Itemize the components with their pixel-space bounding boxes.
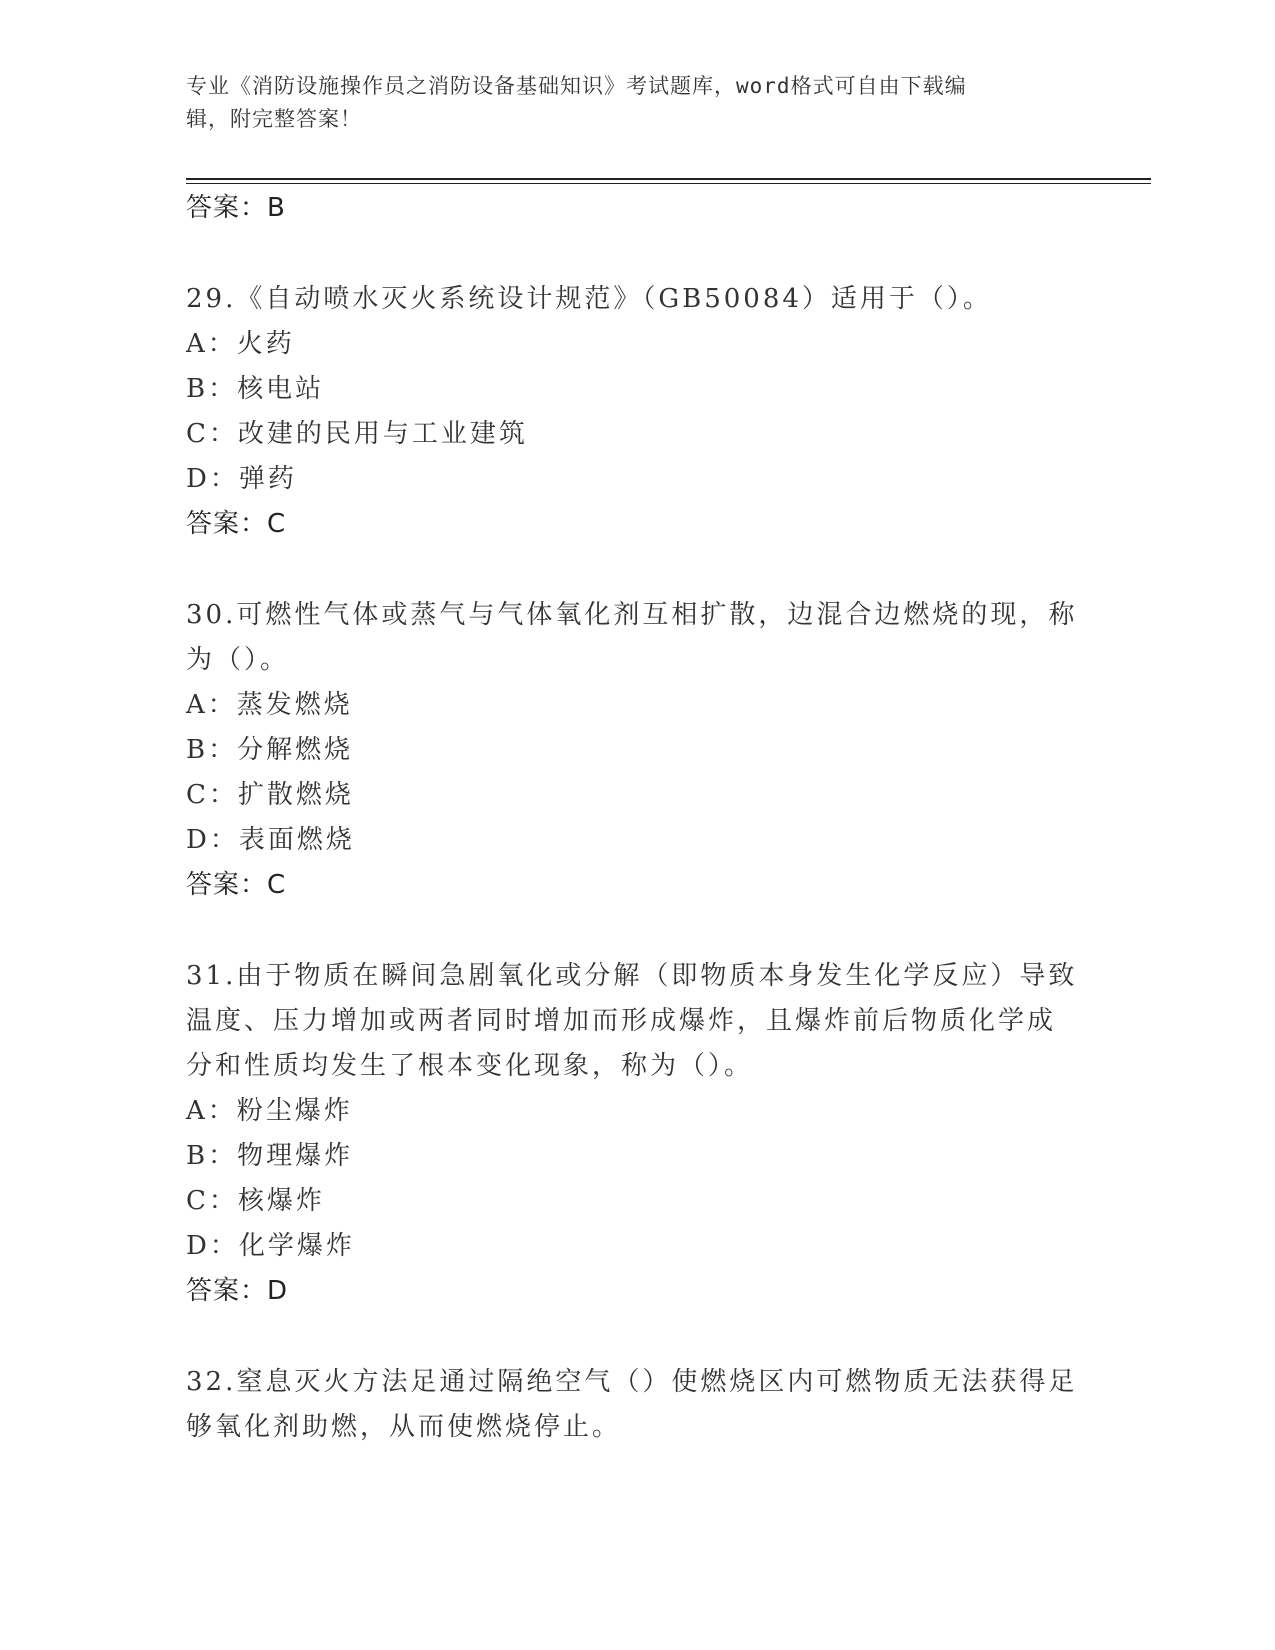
answer-line: 答案：B [186, 193, 286, 223]
question-29 [186, 277, 1066, 547]
spacer [186, 547, 1066, 593]
header-rule-thick [186, 178, 1151, 180]
option-c: C：核爆炸 [186, 1186, 325, 1216]
question-text: 为（）。 [186, 645, 290, 675]
spacer [186, 908, 1066, 954]
answer-line: 答案：D [186, 1276, 289, 1306]
option-c: C：改建的民用与工业建筑 [186, 419, 528, 449]
question-text: 31.由于物质在瞬间急剧氧化或分解（即物质本身发生化学反应）导致 [186, 961, 1078, 991]
document-header [186, 70, 1066, 136]
question-32 [186, 1360, 1078, 1450]
question-30 [186, 593, 1078, 908]
option-d: D：表面燃烧 [186, 825, 355, 855]
option-c: C：扩散燃烧 [186, 780, 354, 810]
option-a: A：火药 [186, 329, 295, 359]
header-rule-thin [186, 183, 1151, 184]
option-b: B：核电站 [186, 374, 325, 404]
option-b: B：分解燃烧 [186, 735, 354, 765]
question-text: 够氧化剂助燃，从而使燃烧停止。 [186, 1412, 622, 1442]
spacer [186, 231, 1066, 277]
header-line-2: 辑，附完整答案！ [186, 107, 362, 131]
option-b: B：物理爆炸 [186, 1141, 354, 1171]
option-d: D：弹药 [186, 464, 297, 494]
option-a: A：蒸发燃烧 [186, 690, 353, 720]
question-text: 温度、压力增加或两者同时增加而形成爆炸，且爆炸前后物质化学成 [186, 1006, 1057, 1036]
answer-line: 答案：C [186, 509, 287, 539]
question-text: 32.窒息灭火方法足通过隔绝空气（）使燃烧区内可燃物质无法获得足 [186, 1367, 1078, 1397]
question-text: 分和性质均发生了根本变化现象，称为（）。 [186, 1051, 754, 1081]
question-31 [186, 954, 1078, 1314]
option-d: D：化学爆炸 [186, 1231, 355, 1261]
question-text: 29.《自动喷水灭火系统设计规范》（GB50084）适用于（）。 [186, 284, 992, 314]
header-line-1: 专业《消防设施操作员之消防设备基础知识》考试题库，word格式可自由下载编 [186, 74, 967, 98]
spacer [186, 1314, 1066, 1360]
option-a: A：粉尘爆炸 [186, 1096, 353, 1126]
answer-line: 答案：C [186, 870, 287, 900]
question-list [186, 186, 1078, 1450]
question-text: 30.可燃性气体或蒸气与气体氧化剂互相扩散，边混合边燃烧的现，称 [186, 600, 1078, 630]
